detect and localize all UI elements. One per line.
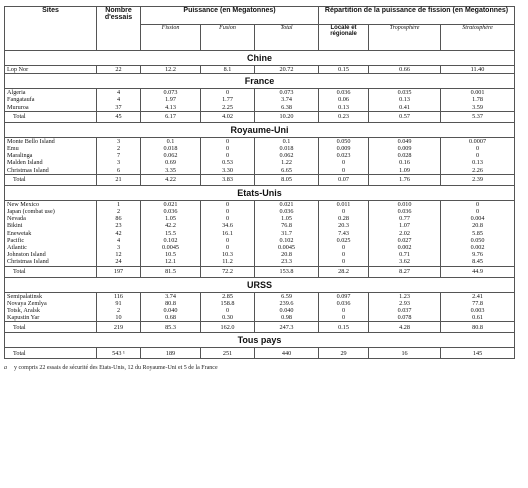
value: 0.002 — [470, 244, 485, 252]
value: 1.22 — [281, 159, 292, 167]
value-cell — [255, 137, 319, 174]
value: 4 — [116, 89, 121, 97]
value-cell — [319, 292, 369, 322]
total-row-urss — [5, 322, 515, 333]
value: 4 — [116, 236, 121, 244]
value-cell — [319, 200, 369, 266]
value: 4.13 — [165, 103, 176, 111]
value-cell — [369, 89, 441, 112]
value: 2.93 — [399, 299, 410, 307]
value-cell — [441, 292, 515, 322]
value: 0.073 — [279, 89, 294, 97]
value: 0.027 — [397, 236, 412, 244]
value: 0 — [341, 208, 346, 216]
value: 10.5 — [165, 251, 176, 259]
site-name: Christmas Island — [7, 258, 49, 266]
value: 23 — [115, 222, 122, 230]
value: 0 — [341, 166, 346, 174]
total-cell: 2.39 — [441, 174, 515, 185]
value: 3 — [116, 244, 121, 252]
total-cell: 153.8 — [255, 266, 319, 277]
value: 5.85 — [472, 229, 483, 237]
value: 3.74 — [281, 96, 292, 104]
value: 23.3 — [281, 258, 292, 266]
value: 0.66 — [399, 66, 410, 73]
total-cell: 251 — [201, 348, 255, 359]
value-cell — [441, 66, 515, 74]
value: 0.53 — [222, 159, 233, 167]
value: 2.02 — [399, 229, 410, 237]
section-title: Chine — [5, 51, 515, 66]
total-cell: 45 — [97, 111, 141, 122]
data-row-france — [5, 89, 515, 112]
site-name: Totsk, Aralsk — [7, 307, 40, 315]
total-cell: 21 — [97, 174, 141, 185]
value: 0 — [341, 251, 346, 259]
header-stratosphere: Stratosphère — [441, 25, 515, 51]
site-cell — [5, 89, 97, 112]
value-cell — [369, 292, 441, 322]
site-cell — [5, 66, 97, 74]
value: 31.7 — [281, 229, 292, 237]
value: 2.26 — [472, 166, 483, 174]
total-cell: 10.20 — [255, 111, 319, 122]
value-cell — [201, 292, 255, 322]
value: 116 — [113, 292, 124, 300]
site-name: Emu — [7, 145, 19, 153]
site-name: Christmas Island — [7, 166, 49, 174]
total-cell: 1.76 — [369, 174, 441, 185]
value: 0.036 — [279, 208, 294, 216]
nuclear-tests-table — [4, 6, 515, 359]
value-cell — [97, 66, 141, 74]
value: 6.38 — [281, 103, 292, 111]
value-cell — [441, 89, 515, 112]
value: 0.0045 — [278, 244, 296, 252]
value: 24 — [115, 258, 122, 266]
value-cell — [141, 200, 201, 266]
site-name: Nevada — [7, 215, 26, 223]
value: 0.0045 — [161, 244, 179, 252]
site-cell — [5, 137, 97, 174]
total-cell: 197 — [97, 266, 141, 277]
header-fusion: Fusion — [201, 25, 255, 51]
site-name: Malden Island — [7, 159, 43, 167]
value: 0 — [475, 200, 480, 208]
value-cell — [319, 66, 369, 74]
value: 9.76 — [472, 251, 483, 259]
site-name: Enewetak — [7, 229, 32, 237]
value: 0 — [225, 236, 230, 244]
section-header-royaume-uni — [5, 122, 515, 137]
value: 0.009 — [397, 145, 412, 153]
value: 0 — [225, 152, 230, 160]
total-cell: 4.02 — [201, 111, 255, 122]
total-cell: 0.57 — [369, 111, 441, 122]
value: 0 — [225, 208, 230, 216]
site-cell — [5, 292, 97, 322]
value-cell — [255, 292, 319, 322]
value-cell — [369, 137, 441, 174]
section-title: Etats-Unis — [5, 185, 515, 200]
section-header-chine — [5, 51, 515, 66]
value: 11.40 — [470, 66, 485, 73]
value: 0.13 — [399, 96, 410, 104]
value: 0.0007 — [469, 137, 487, 145]
value: 3 — [116, 159, 121, 167]
value: 10 — [115, 314, 122, 322]
value: 0 — [475, 145, 480, 153]
value: 0.021 — [163, 200, 178, 208]
value: 0 — [225, 244, 230, 252]
site-name: Monte Bello Island — [7, 137, 55, 145]
value: 1.05 — [281, 215, 292, 223]
value: 239.6 — [279, 299, 294, 307]
value: 0.011 — [336, 200, 351, 208]
value: 0.010 — [397, 200, 412, 208]
total-label: Total — [5, 348, 97, 359]
total-cell: 28.2 — [319, 266, 369, 277]
value: 0.078 — [397, 314, 412, 322]
value: 3.59 — [472, 103, 483, 111]
value: 1.09 — [399, 166, 410, 174]
total-cell: 80.8 — [441, 322, 515, 333]
value: 42.2 — [165, 222, 176, 230]
total-cell: 247.3 — [255, 322, 319, 333]
header-locale: Locale et régionale — [319, 25, 369, 51]
value: 0.98 — [281, 314, 292, 322]
site-name: New Mexico — [7, 200, 40, 208]
value: 0.028 — [397, 152, 412, 160]
total-row-france — [5, 111, 515, 122]
value: 15.5 — [165, 229, 176, 237]
value: 34.6 — [222, 222, 233, 230]
site-name: Pacific — [7, 236, 25, 244]
value: 2.25 — [222, 103, 233, 111]
value-cell — [369, 66, 441, 74]
value: 2 — [116, 208, 121, 216]
value: 0.15 — [338, 66, 349, 73]
value: 3.74 — [165, 292, 176, 300]
value: 12.2 — [165, 66, 176, 73]
site-name: Novaya Zemlya — [7, 299, 47, 307]
value: 0.073 — [163, 89, 178, 97]
value: 0 — [475, 152, 480, 160]
value: 0.023 — [336, 152, 351, 160]
value: 0.30 — [222, 314, 233, 322]
header-fission: Fission — [141, 25, 201, 51]
value: 7 — [116, 152, 121, 160]
value: 1 — [116, 200, 121, 208]
value: 0.037 — [397, 307, 412, 315]
value: 2.85 — [222, 292, 233, 300]
value: 0.41 — [399, 103, 410, 111]
site-name: Kapustin Yar — [7, 314, 40, 322]
total-cell: 0.23 — [319, 111, 369, 122]
footnote-text: y compris 22 essais de sécurité des Etats-Unis, 12 du Royaume-Uni et 5 de la France — [14, 365, 218, 372]
section-header-etats-unis — [5, 185, 515, 200]
value: 0.77 — [399, 215, 410, 223]
value: 0.050 — [470, 236, 485, 244]
value: 0.06 — [338, 96, 349, 104]
value: 8.45 — [472, 258, 483, 266]
value: 20.3 — [338, 222, 349, 230]
site-name: Johnston Island — [7, 251, 46, 259]
total-cell: 162.0 — [201, 322, 255, 333]
value: 77.8 — [472, 299, 483, 307]
value: 0 — [341, 258, 346, 266]
total-row-tous-pays — [5, 348, 515, 359]
value: 0.062 — [163, 152, 178, 160]
value: 0.018 — [279, 145, 294, 153]
value-cell — [141, 66, 201, 74]
value: 0 — [341, 159, 346, 167]
total-label: Total — [5, 111, 97, 122]
total-cell: 44.9 — [441, 266, 515, 277]
value: 0.16 — [399, 159, 410, 167]
value-cell — [97, 292, 141, 322]
value: 8.1 — [223, 66, 232, 73]
value: 3.30 — [222, 166, 233, 174]
table-header — [5, 7, 515, 51]
value: 4 — [116, 96, 121, 104]
value: 1.77 — [222, 96, 233, 104]
total-cell: 219 — [97, 322, 141, 333]
total-cell: 440 — [255, 348, 319, 359]
header-puissance: Puissance (en Megatonnes) — [141, 7, 319, 25]
value: 0.097 — [336, 292, 351, 300]
table-body — [5, 51, 515, 359]
data-row-etats-unis — [5, 200, 515, 266]
value: 3 — [116, 137, 121, 145]
value: 20.8 — [472, 222, 483, 230]
value: 0.69 — [165, 159, 176, 167]
value-cell — [97, 137, 141, 174]
header-nombre: Nombre d'essais — [97, 7, 141, 51]
value: 0 — [341, 244, 346, 252]
site-name: Japan (combat use) — [7, 208, 55, 216]
value: 0.68 — [165, 314, 176, 322]
value: 0.102 — [163, 236, 178, 244]
value-cell — [141, 137, 201, 174]
value: 158.8 — [220, 299, 235, 307]
section-title: France — [5, 74, 515, 89]
value-cell — [141, 89, 201, 112]
value: 2 — [116, 307, 121, 315]
value: 6.65 — [281, 166, 292, 174]
value: 0.018 — [163, 145, 178, 153]
header-repartition: Répartition de la puissance de fission (en Megatonnes) — [319, 7, 515, 25]
value: 0 — [225, 307, 230, 315]
value: 0 — [341, 314, 346, 322]
site-name: Semipalatinsk — [7, 292, 43, 300]
value: 0.062 — [279, 152, 294, 160]
total-cell: 543 ¹ — [97, 348, 141, 359]
value: 0 — [225, 137, 230, 145]
value: 0.13 — [472, 159, 483, 167]
value: 0 — [225, 215, 230, 223]
value: 0.036 — [336, 89, 351, 97]
value: 37 — [115, 103, 122, 111]
value-cell — [319, 89, 369, 112]
value-cell — [255, 200, 319, 266]
site-name: Lop Nor — [7, 66, 29, 73]
value: 0.025 — [336, 236, 351, 244]
total-cell: 189 — [141, 348, 201, 359]
value-cell — [201, 89, 255, 112]
value: 0.71 — [399, 251, 410, 259]
value: 7.43 — [338, 229, 349, 237]
value: 1.05 — [165, 215, 176, 223]
total-cell: 4.28 — [369, 322, 441, 333]
value: 42 — [115, 229, 122, 237]
value-cell — [255, 66, 319, 74]
site-name: Maralinga — [7, 152, 33, 160]
total-cell: 16 — [369, 348, 441, 359]
value: 6.59 — [281, 292, 292, 300]
total-cell: 5.37 — [441, 111, 515, 122]
value: 0.036 — [336, 299, 351, 307]
value: 12 — [115, 251, 122, 259]
value: 20.8 — [281, 251, 292, 259]
value-cell — [141, 292, 201, 322]
value: 1.78 — [472, 96, 483, 104]
value: 0.035 — [397, 89, 412, 97]
data-row-royaume-uni — [5, 137, 515, 174]
total-label: Total — [5, 322, 97, 333]
total-cell: 0.07 — [319, 174, 369, 185]
site-name: Mururoa — [7, 103, 29, 111]
value: 76.8 — [281, 222, 292, 230]
total-cell: 8.27 — [369, 266, 441, 277]
total-cell: 8.05 — [255, 174, 319, 185]
value: 0 — [475, 208, 480, 216]
site-name: Bikini — [7, 222, 23, 230]
value: 0.036 — [397, 208, 412, 216]
value: 0 — [341, 307, 346, 315]
value-cell — [319, 137, 369, 174]
value: 0.002 — [397, 244, 412, 252]
total-cell: 85.3 — [141, 322, 201, 333]
value-cell — [201, 137, 255, 174]
value: 0.003 — [470, 307, 485, 315]
value: 0.021 — [279, 200, 294, 208]
header-troposphere: Troposphère — [369, 25, 441, 51]
value: 0.13 — [338, 103, 349, 111]
value: 3.35 — [165, 166, 176, 174]
header-sites: Sites — [5, 7, 97, 51]
site-name: Algeria — [7, 89, 26, 97]
site-name: Atlantic — [7, 244, 27, 252]
total-cell: 4.22 — [141, 174, 201, 185]
value-cell — [369, 200, 441, 266]
section-header-tous-pays — [5, 333, 515, 348]
value: 10.3 — [222, 251, 233, 259]
total-cell: 81.5 — [141, 266, 201, 277]
value: 1.97 — [165, 96, 176, 104]
value: 0.102 — [279, 236, 294, 244]
section-title: Tous pays — [5, 333, 515, 348]
total-cell: 72.2 — [201, 266, 255, 277]
value-cell — [201, 200, 255, 266]
section-header-urss — [5, 277, 515, 292]
value: 0.049 — [397, 137, 412, 145]
total-cell: 145 — [441, 348, 515, 359]
section-title: Royaume-Uni — [5, 122, 515, 137]
value: 86 — [115, 215, 122, 223]
value: 0.009 — [336, 145, 351, 153]
value: 0.001 — [470, 89, 485, 97]
footnote-marker: a — [4, 365, 7, 372]
section-title: URSS — [5, 277, 515, 292]
value: 3.62 — [399, 258, 410, 266]
value: 0.004 — [470, 215, 485, 223]
value: 12.1 — [165, 258, 176, 266]
value: 20.72 — [279, 66, 294, 73]
value: 0.036 — [163, 208, 178, 216]
value: 1.07 — [399, 222, 410, 230]
value: 80.8 — [165, 299, 176, 307]
value: 0 — [225, 145, 230, 153]
value: 2 — [116, 145, 121, 153]
site-name: Fangataufa — [7, 96, 35, 104]
value: 0.1 — [282, 137, 291, 145]
site-cell — [5, 200, 97, 266]
total-cell: 3.83 — [201, 174, 255, 185]
value-cell — [255, 89, 319, 112]
total-cell: 0.15 — [319, 322, 369, 333]
value: 0 — [225, 200, 230, 208]
total-cell: 29 — [319, 348, 369, 359]
total-label: Total — [5, 174, 97, 185]
value: 16.1 — [222, 229, 233, 237]
data-row-urss — [5, 292, 515, 322]
header-total: Total — [255, 25, 319, 51]
total-label: Total — [5, 266, 97, 277]
value: 0 — [225, 89, 230, 97]
value: 0.050 — [336, 137, 351, 145]
data-row-chine — [5, 66, 515, 74]
value: 11.2 — [222, 258, 233, 266]
value: 0.28 — [338, 215, 349, 223]
total-cell: 6.17 — [141, 111, 201, 122]
value: 91 — [115, 299, 122, 307]
value: 6 — [116, 166, 121, 174]
value: 0.61 — [472, 314, 483, 322]
section-header-france — [5, 74, 515, 89]
value-cell — [201, 66, 255, 74]
value-cell — [441, 200, 515, 266]
value: 1.23 — [399, 292, 410, 300]
value: 0.1 — [166, 137, 175, 145]
value: 0.040 — [163, 307, 178, 315]
value: 22 — [115, 66, 122, 73]
footnote — [4, 365, 520, 371]
value: 2.41 — [472, 292, 483, 300]
value-cell — [97, 200, 141, 266]
value: 0.040 — [279, 307, 294, 315]
total-row-royaume-uni — [5, 174, 515, 185]
document-page — [4, 6, 520, 371]
value-cell — [441, 137, 515, 174]
value-cell — [97, 89, 141, 112]
total-row-etats-unis — [5, 266, 515, 277]
